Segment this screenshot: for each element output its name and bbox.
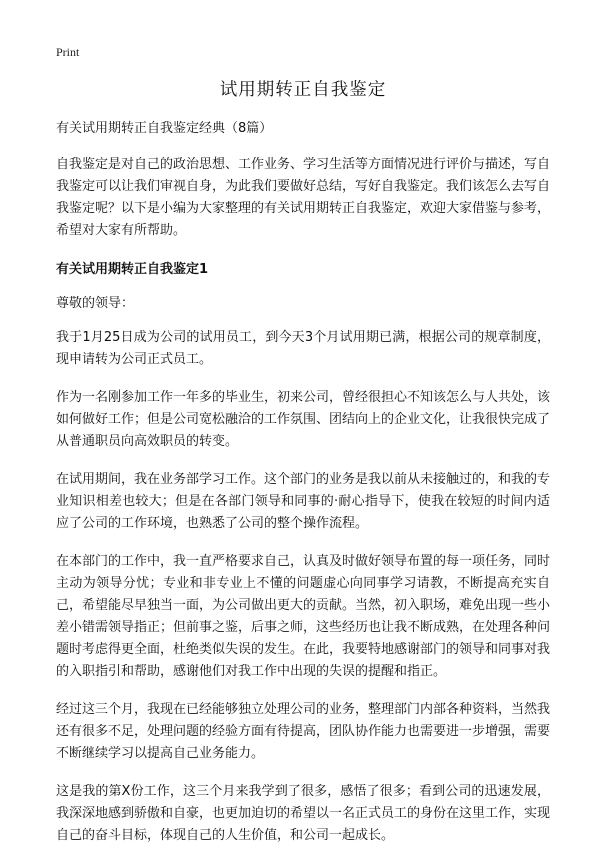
page-title: 试用期转正自我鉴定 [219, 80, 387, 100]
intro-paragraph: 自我鉴定是对自己的政治思想、工作业务、学习生活等方面情况进行评价与描述，写自我鉴定可以让我们审视自身，为此我们要做好总结，写好自我鉴定。我们该怎么去写自我鉴定呢？以下是小编为大家整理的有关试用期转正自我鉴定，欢迎大家借鉴与参考，希望对大家有所帮助。 [56, 157, 551, 238]
body-paragraph: 这是我的第X份工作，这三个月来我学到了很多，感悟了很多；看到公司的迅速发展，我深深地感到骄傲和自豪，也更加迫切的希望以一名正式员工的身份在这里工作，实现自己的奋斗目标，体现自己的人生价值，和公司一起成长。 [56, 784, 551, 843]
body-paragraph: 经过这三个月，我现在已经能够独立处理公司的业务，整理部门内部各种资料，当然我还有很多不足，处理问题的经验方面有待提高，团队协作能力也需要进一步增强，需要不断继续学习以提高自己业务能力。 [56, 702, 551, 761]
body-paragraph: 作为一名刚参加工作一年多的毕业生，初来公司，曾经很担心不知该怎么与人共处，该如何做好工作；但是公司宽松融洽的工作氛围、团结向上的企业文化，让我很快完成了从普通职员向高效职员的转变。 [56, 390, 551, 449]
body-paragraph: 在本部门的工作中，我一直严格要求自己，认真及时做好领导布置的每一项任务，同时主动为领导分忧；专业和非专业上不懂的问题虚心向同事学习请教，不断提高充实自己，希望能尽早独当一面，为公司做出更大的贡献。当然，初入职场，难免出现一些小差小错需领导指正；但前事之鉴，后事之师，这些经历也让我不断成熟，在处理各种问题时考虑得更全面，杜绝类似失误的发生。在此，我要特地感谢部门的领导和同事对我的入职指引和帮助，感谢他们对我工作中出现的失误的提醒和指正。 [56, 554, 551, 679]
document-body [56, 78, 550, 847]
section-heading: 有关试用期转正自我鉴定1 [56, 262, 209, 277]
print-link[interactable]: Print [56, 45, 80, 59]
body-paragraph: 我于1月25日成为公司的试用员工，到今天3个月试用期已满，根据公司的规章制度，现申请转为公司正式员工。 [56, 330, 550, 367]
salutation: 尊敬的领导： [56, 296, 135, 311]
document-subtitle: 有关试用期转正自我鉴定经典（8篇） [56, 121, 273, 136]
body-paragraph: 在试用期间，我在业务部学习工作。这个部门的业务是我以前从未接触过的，和我的专业知识相差也较大；但是在各部门领导和同事的·耐心指导下，使我在较短的时间内适应了公司的工作环境，也熟悉了公司的整个操作流程。 [56, 472, 551, 531]
